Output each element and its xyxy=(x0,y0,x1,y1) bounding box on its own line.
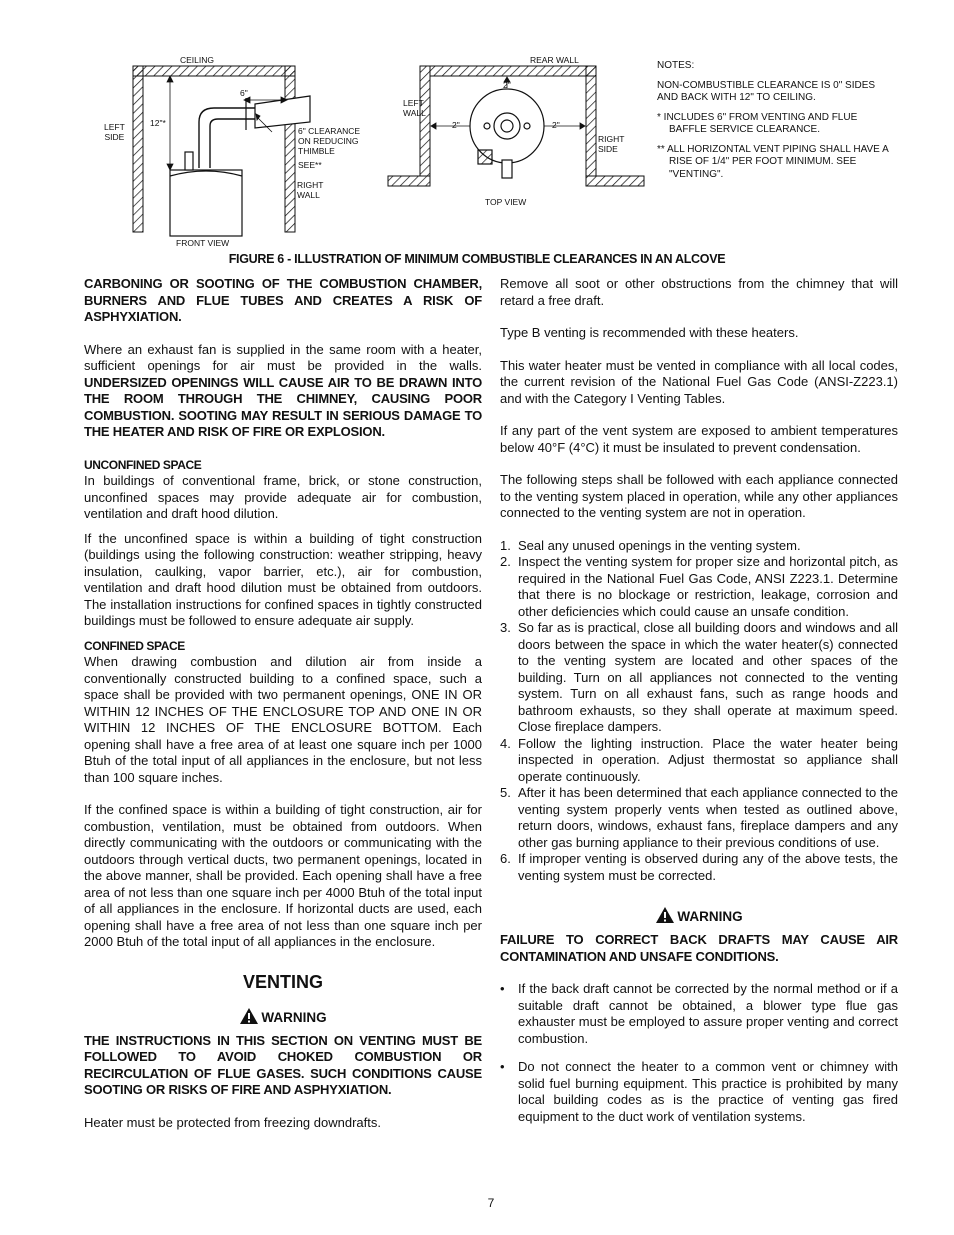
notes-title: NOTES: xyxy=(657,60,695,71)
label-dim-6: 6" xyxy=(240,88,248,98)
left-p6: If the confined space is within a building of tight construction, air for combustion, ventilation, must be obtained from outdoors. When directly communicating with the outdoors or communicating with the outdoors through vertical ducts, two permanent openings, located in the above manner, shall be provided. Each opening shall have a free area of not less than one square inch per 4000 Btuh of the total input of all appliances in the enclosure. If horizontal ducts are used, each opening shall have a free area of not less than one square inch per 2000 Btuh of the total input of all appliances in the enclosure. xyxy=(84,802,482,949)
page-number: 7 xyxy=(487,1196,495,1210)
left-p4: If the unconfined space is within a building of tight construction (buildings using the following construction: weather stripping, heavy insulation, caulking, vapor barrier, etc.), air for combustion, ventilation and draft hood dilution must be obtained from outdoors. The installation instructions for confined spaces in tightly constructed buildings must be followed to ensure adequate air supply. xyxy=(84,530,482,628)
list-item: 6. If improper venting is observed during any of the above tests, the venting system must be corrected. xyxy=(500,851,898,883)
warning-label-right xyxy=(500,906,898,930)
note-3: ** ALL HORIZONTAL VENT PIPING SHALL HAVE A RISE OF 1/4" PER FOOT MINIMUM. SEE "VENTING". xyxy=(657,143,889,180)
label-front-view: FRONT VIEW xyxy=(176,238,230,248)
left-p3: In buildings of conventional frame, brick, or stone construction, unconfined spaces may provide adequate air for combustion, ventilation and draft hood dilution. xyxy=(84,473,482,521)
heading-confined-space: CONFINED SPACE xyxy=(84,638,185,653)
list-item: • If the back draft cannot be corrected by the normal method or if a suitable draft cannot be obtained, a blower type flue gas exhauster must be employed to assure proper venting and correct combustion. xyxy=(500,981,898,1046)
list-item: 3. So far as is practical, close all building doors and windows and all doors between the space in which the water heater(s) connected to the venting system are located and other spaces of the building. Turn on all appliances not connected to the venting system. Turn on all exhaust fans, such as range hoods and bathroom exhausts, so they shall operate at maximum speed. Close fireplace dampers. xyxy=(500,620,898,734)
list-item: 1. Seal any unused openings in the venting system. xyxy=(500,537,801,553)
label-dim-right: 2" xyxy=(552,120,560,130)
list-item: • Do not connect the heater to a common vent or chimney with solid fuel burning equipment. This practice is prohibited by many local building codes as is the practice of venting gas fired equipment to the duct work of ventilation systems. xyxy=(500,1059,898,1124)
label-top-view: TOP VIEW xyxy=(485,197,527,207)
label-ceiling: CEILING xyxy=(180,55,215,65)
right-p4: If any part of the vent system are exposed to ambient temperatures below 40°F (4°C) it must be insulated to prevent condensation. xyxy=(500,423,898,455)
list-item: 4. Follow the lighting instruction. Place the water heater being inspected in operation. Adjust thermostat so appliance shall operate continuously. xyxy=(500,735,898,784)
warning-label-text-right: WARNING xyxy=(677,909,743,924)
warning-label-text-left: WARNING xyxy=(261,1009,327,1025)
label-right-side: RIGHT SIDE xyxy=(598,134,625,154)
label-dim-left: 2" xyxy=(452,120,460,130)
warning-triangle-icon xyxy=(655,906,675,930)
heading-unconfined-space: UNCONFINED SPACE xyxy=(84,457,202,472)
right-p1: Remove all soot or other obstructions from the chimney that will retard a free draft. xyxy=(500,276,898,308)
venting-heading: VENTING xyxy=(242,971,323,992)
warning-label-left xyxy=(84,1007,482,1031)
left-p1: CARBONING OR SOOTING OF THE COMBUSTION CHAMBER, BURNERS AND FLUE TUBES AND CREATES A RISK OF ASPHYXIATION. xyxy=(84,276,482,324)
label-right-wall: RIGHT WALL xyxy=(297,180,324,200)
list-item: 5. After it has been determined that each appliance connected to the venting system properly vents when tested as outlined above, return doors, windows, exhaust fans, fireplace dampers and any other gas burning appliance to their previous conditions of use. xyxy=(500,785,898,850)
right-column xyxy=(500,276,898,1125)
left-p5: When drawing combustion and dilution air from inside a conventionally constructed building to a confined space, such a space shall be provided with two permanent openings, ONE IN OR WITHIN 12 INCHES OF THE ENCLOSURE TOP AND ONE IN OR WITHIN 12 INCHES OF THE ENCLOSURE BOTTOM. Each opening shall have a free area of at least one square inch per 1000 Btuh of the total input of all appliances in the enclosure, but not less than 100 square inches. xyxy=(84,654,482,785)
figure-notes xyxy=(657,60,897,188)
left-p2 xyxy=(84,342,482,441)
venting-bullets xyxy=(500,981,898,1125)
warning-triangle-icon xyxy=(239,1007,259,1031)
label-left-wall: LEFT WALL xyxy=(403,98,426,118)
label-dim-top: 2" xyxy=(503,80,511,90)
left-p2b: UNDERSIZED OPENINGS WILL CAUSE AIR TO BE DRAWN INTO THE ROOM THROUGH THE CHIMNEY, CAUSING POOR COMBUSTION. SOOTING MAY RESULT IN SERIOUS DAMAGE TO THE HEATER AND RISK OF FIRE OR EXPLOSION. xyxy=(84,374,482,439)
right-p3: This water heater must be vented in compliance with all local codes, the current revision of the National Fuel Gas Code (ANSI-Z223.1) and with the Category I Venting Tables. xyxy=(500,357,898,406)
warning-text-left: THE INSTRUCTIONS IN THIS SECTION ON VENTING MUST BE FOLLOWED TO AVOID CHOKED COMBUSTION OR RECIRCULATION OF FLUE GASES. SUCH CONDITIONS CAUSE SOOTING OR RISKS OF FIRE AND ASPHYXIATION. xyxy=(84,1032,482,1097)
venting-steps xyxy=(500,538,898,885)
label-clearance: 6" CLEARANCE ON REDUCING THIMBLE xyxy=(298,126,361,156)
water-heater-top xyxy=(470,89,544,178)
left-column xyxy=(84,276,482,1131)
label-left-side: LEFT SIDE xyxy=(104,122,125,142)
left-p2a: Where an exhaust fan is supplied in the same room with a heater, sufficient openings for air must be provided in the walls. xyxy=(84,341,482,373)
figure-6 xyxy=(0,0,954,250)
note-1: NON-COMBUSTIBLE CLEARANCE IS 0" SIDES AND BACK WITH 12" TO CEILING. xyxy=(657,79,876,103)
note-2: * INCLUDES 6" FROM VENTING AND FLUE BAFFLE SERVICE CLEARANCE. xyxy=(657,111,858,135)
figure-caption: FIGURE 6 - ILLUSTRATION OF MINIMUM COMBUSTIBLE CLEARANCES IN AN ALCOVE xyxy=(228,252,726,266)
label-dim-12: 12"* xyxy=(150,118,166,128)
right-p2: Type B venting is recommended with these heaters. xyxy=(500,325,799,340)
list-item: 2. Inspect the venting system for proper size and horizontal pitch, as required in the National Fuel Gas Code, ANSI Z223.1. Determine that there is no blockage or restriction, leakage, corrosion and other deficiencies which could cause an unsafe condition. xyxy=(500,554,898,619)
left-p7: Heater must be protected from freezing downdrafts. xyxy=(84,1114,381,1130)
warning-text-right: FAILURE TO CORRECT BACK DRAFTS MAY CAUSE AIR CONTAMINATION AND UNSAFE CONDITIONS. xyxy=(500,932,898,964)
label-rear-wall: REAR WALL xyxy=(530,55,579,65)
right-p5: The following steps shall be followed with each appliance connected to the venting system placed in operation, while any other appliances connected to the venting system are not in operation. xyxy=(500,472,898,520)
label-see: SEE** xyxy=(298,160,322,170)
